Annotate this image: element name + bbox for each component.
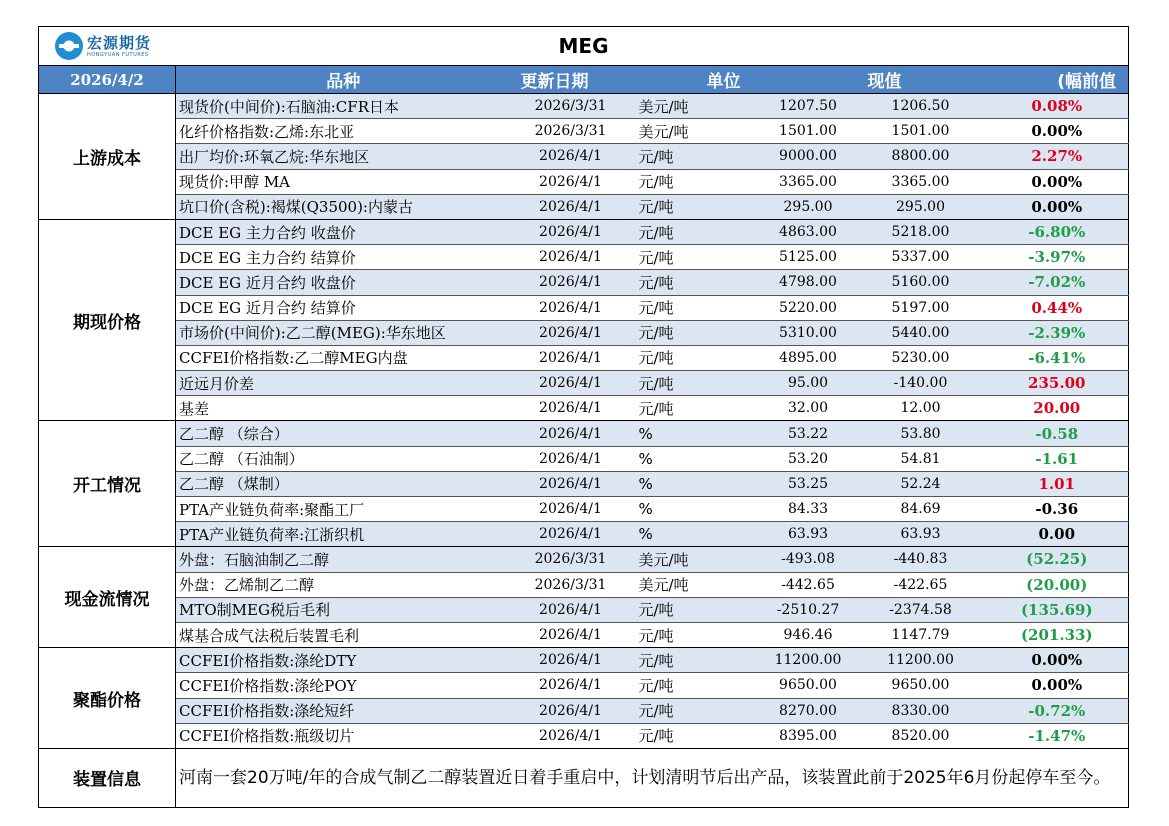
update-date: 2026/4/1 (511, 219, 631, 244)
unit: 美元/吨 (631, 572, 761, 597)
table-row (39, 345, 1129, 370)
category-label: 开工情况 (39, 421, 176, 547)
device-info-label: 装置信息 (39, 748, 176, 807)
header-unit: 单位 (631, 66, 761, 94)
current-value: -442.65 (761, 572, 856, 597)
change-value: 0.00 (986, 522, 1129, 547)
change-value: 0.00% (986, 648, 1129, 673)
update-date: 2026/4/1 (511, 622, 631, 647)
update-date: 2026/4/1 (511, 673, 631, 698)
table-row (39, 497, 1129, 522)
previous-value: 5440.00 (856, 320, 986, 345)
current-value: 84.33 (761, 497, 856, 522)
previous-value: 63.93 (856, 522, 986, 547)
previous-value: 3365.00 (856, 169, 986, 194)
previous-value: 12.00 (856, 396, 986, 421)
previous-value: 11200.00 (856, 648, 986, 673)
table-row (39, 169, 1129, 194)
change-value: 0.08% (986, 94, 1129, 119)
item-name: CCFEI价格指数:涤纶POY (176, 673, 511, 698)
logo-en-text: HONGYUAN FUTURES (87, 52, 149, 58)
current-value: 63.93 (761, 522, 856, 547)
update-date: 2026/4/1 (511, 270, 631, 295)
update-date: 2026/4/1 (511, 698, 631, 723)
header-value: 现值 (856, 66, 986, 94)
table-row (39, 270, 1129, 295)
update-date: 2026/4/1 (511, 371, 631, 396)
previous-value: 5230.00 (856, 345, 986, 370)
item-name: 化纤价格指数:乙烯:东北亚 (176, 119, 511, 144)
category-label: 现金流情况 (39, 547, 176, 648)
current-value: 1207.50 (761, 94, 856, 119)
unit: 元/吨 (631, 396, 761, 421)
previous-value: 9650.00 (856, 673, 986, 698)
item-name: 乙二醇 （综合） (176, 421, 511, 446)
table-row (39, 421, 1129, 446)
update-date: 2026/4/1 (511, 194, 631, 219)
item-name: 现货价(中间价):石脑油:CFR日本 (176, 94, 511, 119)
unit: 美元/吨 (631, 119, 761, 144)
table-row (39, 471, 1129, 496)
update-date: 2026/4/1 (511, 471, 631, 496)
unit: 元/吨 (631, 723, 761, 748)
change-value: 2.27% (986, 144, 1129, 169)
previous-value: 5218.00 (856, 219, 986, 244)
current-value: 5125.00 (761, 245, 856, 270)
header-change: (幅前值 (986, 66, 1129, 94)
change-value: -2.39% (986, 320, 1129, 345)
current-value: 4798.00 (761, 270, 856, 295)
title-cell (39, 27, 1129, 66)
category-label: 聚酯价格 (39, 648, 176, 749)
update-date: 2026/4/1 (511, 597, 631, 622)
current-value: -493.08 (761, 547, 856, 572)
item-name: 外盘：石脑油制乙二醇 (176, 547, 511, 572)
change-value: -0.58 (986, 421, 1129, 446)
device-info-row (39, 748, 1129, 807)
update-date: 2026/4/1 (511, 723, 631, 748)
unit: % (631, 522, 761, 547)
update-date: 2026/4/1 (511, 497, 631, 522)
table-row (39, 371, 1129, 396)
table-row (39, 295, 1129, 320)
page-title: MEG (558, 34, 609, 58)
current-value: 3365.00 (761, 169, 856, 194)
current-value: 9000.00 (761, 144, 856, 169)
change-value: 235.00 (986, 371, 1129, 396)
current-value: 8395.00 (761, 723, 856, 748)
unit: 元/吨 (631, 194, 761, 219)
previous-value: 1147.79 (856, 622, 986, 647)
current-value: 11200.00 (761, 648, 856, 673)
header-row (39, 66, 1129, 94)
item-name: 市场价(中间价):乙二醇(MEG):华东地区 (176, 320, 511, 345)
table-row (39, 698, 1129, 723)
table-row (39, 522, 1129, 547)
update-date: 2026/4/1 (511, 396, 631, 421)
device-info-text: 河南一套20万吨/年的合成气制乙二醇装置近日着手重启中，计划清明节后出产品，该装置此前于2025年6月份起停车至今。 (176, 748, 1129, 807)
unit: 美元/吨 (631, 547, 761, 572)
unit: % (631, 446, 761, 471)
item-name: DCE EG 近月合约 结算价 (176, 295, 511, 320)
header-report-date: 2026/4/2 (39, 66, 176, 94)
current-value: 53.25 (761, 471, 856, 496)
category-label: 期现价格 (39, 219, 176, 421)
update-date: 2026/4/1 (511, 245, 631, 270)
update-date: 2026/4/1 (511, 320, 631, 345)
table-row (39, 597, 1129, 622)
unit: 元/吨 (631, 673, 761, 698)
unit: 元/吨 (631, 245, 761, 270)
company-logo (55, 32, 151, 60)
table-row (39, 572, 1129, 597)
current-value: 5310.00 (761, 320, 856, 345)
current-value: 53.20 (761, 446, 856, 471)
unit: % (631, 471, 761, 496)
unit: 元/吨 (631, 345, 761, 370)
previous-value: 52.24 (856, 471, 986, 496)
meg-table (38, 26, 1129, 808)
update-date: 2026/4/1 (511, 295, 631, 320)
change-value: 0.00% (986, 194, 1129, 219)
current-value: 4863.00 (761, 219, 856, 244)
table-row (39, 673, 1129, 698)
item-name: PTA产业链负荷率:聚酯工厂 (176, 497, 511, 522)
item-name: DCE EG 主力合约 结算价 (176, 245, 511, 270)
logo-cn-text: 宏源期货 (87, 34, 152, 52)
update-date: 2026/4/1 (511, 446, 631, 471)
item-name: MTO制MEG税后毛利 (176, 597, 511, 622)
item-name: 近远月价差 (176, 371, 511, 396)
change-value: (135.69) (986, 597, 1129, 622)
current-value: 946.46 (761, 622, 856, 647)
category-label: 上游成本 (39, 94, 176, 220)
item-name: CCFEI价格指数:涤纶短纤 (176, 698, 511, 723)
update-date: 2026/4/1 (511, 144, 631, 169)
table-row (39, 723, 1129, 748)
item-name: CCFEI价格指数:瓶级切片 (176, 723, 511, 748)
change-value: 0.00% (986, 119, 1129, 144)
change-value: -1.47% (986, 723, 1129, 748)
table-row (39, 396, 1129, 421)
table-row (39, 144, 1129, 169)
item-name: DCE EG 近月合约 收盘价 (176, 270, 511, 295)
unit: % (631, 497, 761, 522)
unit: 元/吨 (631, 320, 761, 345)
table-row (39, 219, 1129, 244)
change-value: 1.01 (986, 471, 1129, 496)
previous-value: 8330.00 (856, 698, 986, 723)
change-value: -0.36 (986, 497, 1129, 522)
item-name: 煤基合成气法税后装置毛利 (176, 622, 511, 647)
unit: 元/吨 (631, 144, 761, 169)
item-name: 现货价:甲醇 MA (176, 169, 511, 194)
update-date: 2026/4/1 (511, 169, 631, 194)
item-name: 出厂均价:环氧乙烷:华东地区 (176, 144, 511, 169)
previous-value: -440.83 (856, 547, 986, 572)
title-row (39, 27, 1129, 66)
current-value: 295.00 (761, 194, 856, 219)
update-date: 2026/4/1 (511, 421, 631, 446)
table-row (39, 245, 1129, 270)
previous-value: -2374.58 (856, 597, 986, 622)
change-value: -3.97% (986, 245, 1129, 270)
current-value: 1501.00 (761, 119, 856, 144)
previous-value: -422.65 (856, 572, 986, 597)
table-row (39, 320, 1129, 345)
update-date: 2026/4/1 (511, 345, 631, 370)
item-name: CCFEI价格指数:涤纶DTY (176, 648, 511, 673)
update-date: 2026/4/1 (511, 522, 631, 547)
unit: 元/吨 (631, 371, 761, 396)
unit: 元/吨 (631, 698, 761, 723)
current-value: 53.22 (761, 421, 856, 446)
change-value: 20.00 (986, 396, 1129, 421)
item-name: 坑口价(含税):褐煤(Q3500):内蒙古 (176, 194, 511, 219)
previous-value: 5337.00 (856, 245, 986, 270)
unit: % (631, 421, 761, 446)
previous-value: 8520.00 (856, 723, 986, 748)
change-value: -6.80% (986, 219, 1129, 244)
previous-value: 1501.00 (856, 119, 986, 144)
change-value: -7.02% (986, 270, 1129, 295)
change-value: -6.41% (986, 345, 1129, 370)
change-value: 0.00% (986, 673, 1129, 698)
previous-value: 295.00 (856, 194, 986, 219)
current-value: 4895.00 (761, 345, 856, 370)
unit: 元/吨 (631, 169, 761, 194)
update-date: 2026/3/31 (511, 572, 631, 597)
unit: 元/吨 (631, 648, 761, 673)
current-value: 8270.00 (761, 698, 856, 723)
unit: 美元/吨 (631, 94, 761, 119)
previous-value: 1206.50 (856, 94, 986, 119)
item-name: 乙二醇 （煤制） (176, 471, 511, 496)
previous-value: -140.00 (856, 371, 986, 396)
change-value: (20.00) (986, 572, 1129, 597)
table-row (39, 547, 1129, 572)
meg-report-sheet (38, 26, 1128, 808)
change-value: 0.00% (986, 169, 1129, 194)
previous-value: 5160.00 (856, 270, 986, 295)
current-value: 95.00 (761, 371, 856, 396)
update-date: 2026/3/31 (511, 547, 631, 572)
table-row (39, 648, 1129, 673)
change-value: 0.44% (986, 295, 1129, 320)
header-name: 品种 (176, 66, 511, 94)
current-value: -2510.27 (761, 597, 856, 622)
previous-value: 54.81 (856, 446, 986, 471)
table-row (39, 622, 1129, 647)
previous-value: 8800.00 (856, 144, 986, 169)
change-value: -0.72% (986, 698, 1129, 723)
item-name: 外盘：乙烯制乙二醇 (176, 572, 511, 597)
previous-value: 84.69 (856, 497, 986, 522)
table-row (39, 94, 1129, 119)
header-spacer (761, 66, 856, 94)
unit: 元/吨 (631, 270, 761, 295)
current-value: 9650.00 (761, 673, 856, 698)
table-row (39, 194, 1129, 219)
item-name: PTA产业链负荷率:江浙织机 (176, 522, 511, 547)
item-name: 基差 (176, 396, 511, 421)
table-row (39, 446, 1129, 471)
previous-value: 53.80 (856, 421, 986, 446)
item-name: DCE EG 主力合约 收盘价 (176, 219, 511, 244)
update-date: 2026/4/1 (511, 648, 631, 673)
update-date: 2026/3/31 (511, 119, 631, 144)
change-value: (201.33) (986, 622, 1129, 647)
header-update-date: 更新日期 (511, 66, 631, 94)
change-value: (52.25) (986, 547, 1129, 572)
unit: 元/吨 (631, 295, 761, 320)
current-value: 5220.00 (761, 295, 856, 320)
current-value: 32.00 (761, 396, 856, 421)
unit: 元/吨 (631, 597, 761, 622)
logo-icon (55, 32, 83, 60)
previous-value: 5197.00 (856, 295, 986, 320)
unit: 元/吨 (631, 219, 761, 244)
update-date: 2026/3/31 (511, 94, 631, 119)
table-row (39, 119, 1129, 144)
change-value: -1.61 (986, 446, 1129, 471)
item-name: 乙二醇 （石油制） (176, 446, 511, 471)
item-name: CCFEI价格指数:乙二醇MEG内盘 (176, 345, 511, 370)
unit: 元/吨 (631, 622, 761, 647)
